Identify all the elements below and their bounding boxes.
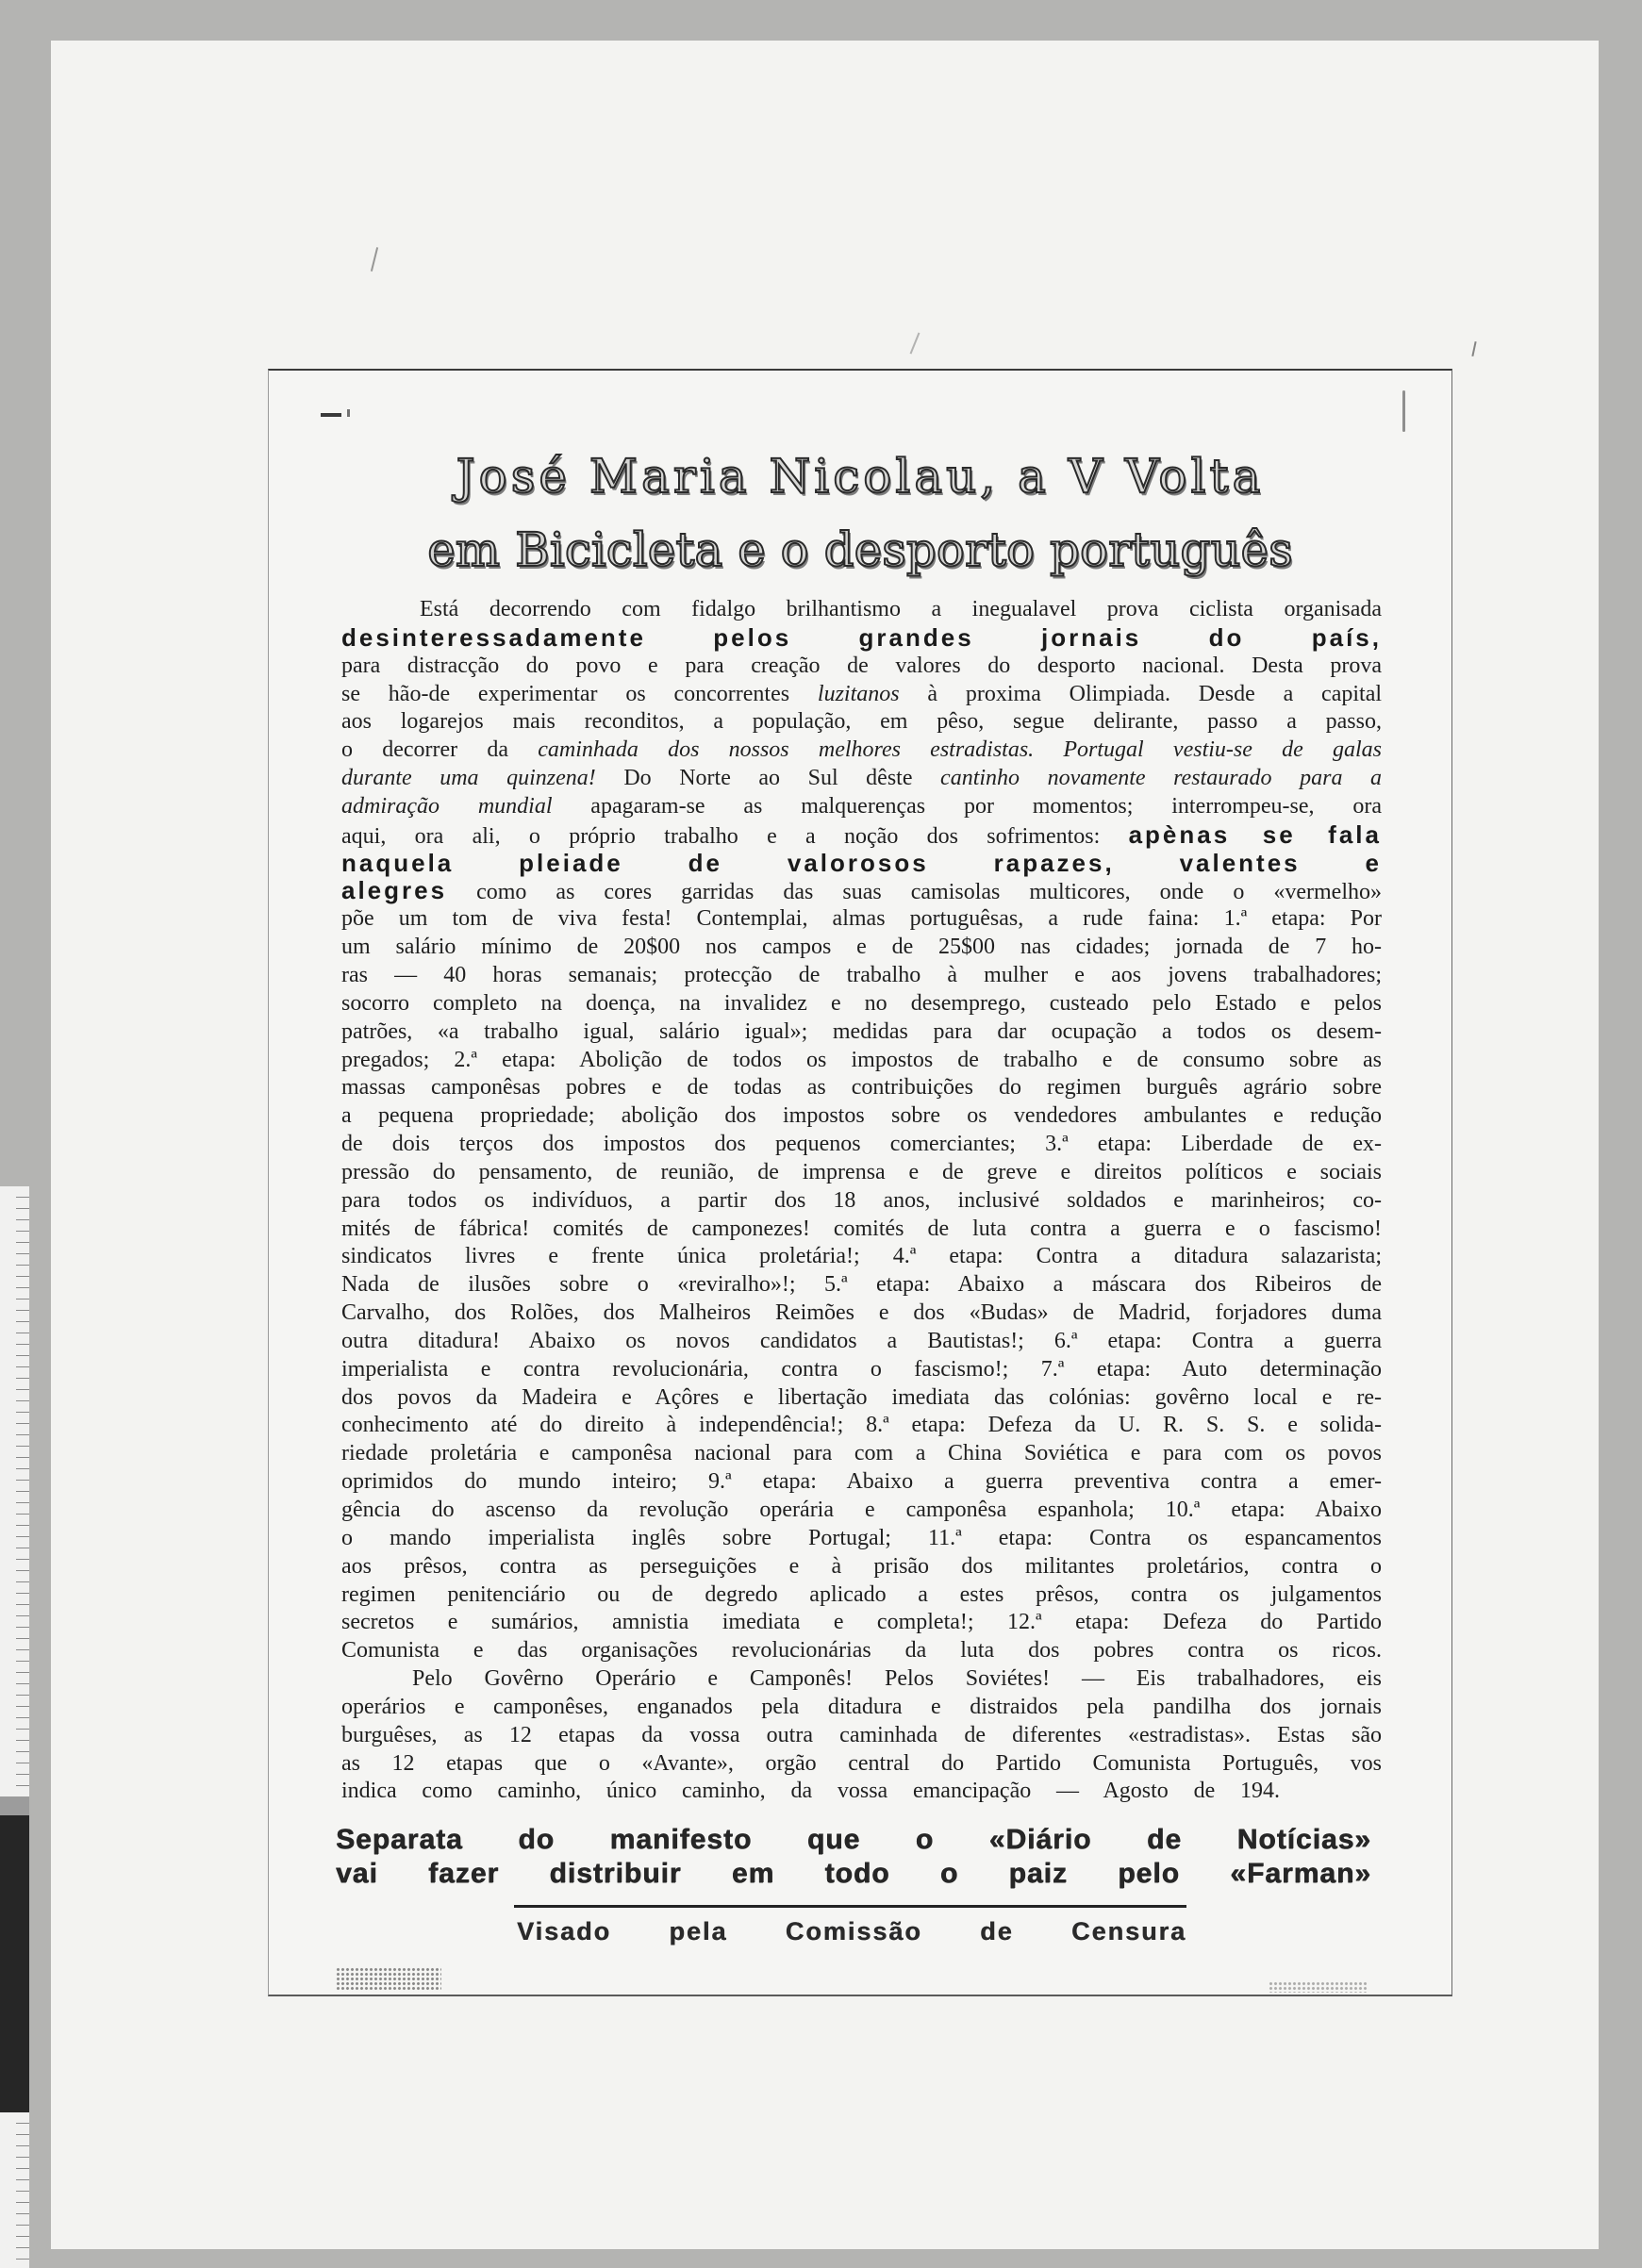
stamp-mark <box>336 1967 441 1992</box>
body-line <box>341 1609 1382 1637</box>
text-segment: riedade proletária e camponêsa nacional para com a China Soviética e para com os povos <box>341 1441 1382 1466</box>
italic-segment: admiração mundial <box>341 793 553 819</box>
body-line <box>341 1694 1382 1722</box>
stamp-mark <box>1269 1981 1368 1993</box>
body-line <box>341 1750 1382 1779</box>
body-line <box>341 708 1382 737</box>
italic-segment: cantinho novamente restaurado para a <box>940 766 1382 791</box>
body-line <box>341 793 1382 821</box>
ink-mark <box>347 409 350 417</box>
body-line <box>341 1300 1382 1328</box>
text-segment: apagaram-se as malquerenças por momentos; interrompeu-se, ora <box>552 793 1382 819</box>
censorship-rule <box>514 1905 1186 1908</box>
text-segment: para todos os indivíduos, a partir dos 18 anos, inclusivé soldados e marinheiros; co- <box>341 1187 1382 1213</box>
censorship-stamp: Visado pela Comissão de Censura <box>517 1917 1186 1945</box>
body-line <box>341 1384 1382 1413</box>
text-segment: ras — 40 horas semanais; protecção de trabalho à mulher e aos jovens trabalhadores; <box>341 962 1382 987</box>
text-segment: conhecimento até do direito à independência!; 8.ª etapa: Defeza da U. R. S. S. e solida- <box>341 1413 1382 1438</box>
body-line <box>341 1187 1382 1216</box>
text-segment: aos prêsos, contra as perseguições e à prisão dos militantes proletários, contra o <box>341 1553 1382 1579</box>
italic-segment: durante uma quinzena! <box>341 766 596 791</box>
text-segment: Nada de ilusões sobre o «reviralho»!; 5.ª etapa: Abaixo a máscara dos Ribeiros de <box>341 1272 1382 1298</box>
text-segment: Está decorrendo com fidalgo brilhantismo a inegualavel prova ciclista organisada <box>420 597 1382 621</box>
body-line <box>341 1778 1280 1806</box>
body-line <box>341 624 1382 653</box>
body-line <box>341 1356 1382 1384</box>
title-line-1: José Maria Nicolau, a V Volta <box>456 449 1265 504</box>
emphasis-segment: apènas se fala <box>1128 819 1382 849</box>
text-segment: oprimidos do mundo inteiro; 9.ª etapa: Abaixo a guerra preventiva contra a emer- <box>341 1469 1382 1495</box>
italic-segment: luzitanos <box>817 681 900 706</box>
text-segment: põe um tom de viva festa! Contemplai, almas portuguêsas, a rude faina: 1.ª etapa: Por <box>341 906 1382 932</box>
body-line <box>341 653 1382 681</box>
text-segment: para distracção do povo e para creação de valores do desporto nacional. Desta prova <box>341 653 1382 678</box>
text-segment: se hão-de experimentar os concorrentes <box>341 681 818 706</box>
text-segment: imperialista e contra revolucionária, contra o fascismo!; 7.ª etapa: Auto determinação <box>341 1356 1382 1382</box>
body-line <box>341 1637 1382 1665</box>
body-line <box>341 596 1382 624</box>
body-line <box>341 1271 1382 1300</box>
body-line <box>341 990 1382 1018</box>
text-segment: gência do ascenso da revolução operária e camponêsa espanhola; 10.ª etapa: Abaixo <box>341 1498 1382 1522</box>
body-line <box>341 1665 1382 1694</box>
text-segment: sindicatos livres e frente única proletária!; 4.ª etapa: Contra a ditadura salazarista; <box>341 1244 1382 1269</box>
body-line <box>341 1074 1382 1102</box>
body-line <box>341 1553 1382 1581</box>
text-segment: dos povos da Madeira e Açôres e libertação imediata das colónias: govêrno local e re- <box>341 1384 1382 1410</box>
text-segment: como as cores garridas das suas camisolas multicores, onde o «vermelho» <box>447 880 1382 905</box>
body-text <box>341 596 1382 1806</box>
text-segment: à proxima Olimpiada. Desde a capital <box>899 681 1383 706</box>
body-line <box>341 1328 1382 1356</box>
body-line <box>341 905 1382 934</box>
body-line <box>341 850 1382 878</box>
italic-segment: caminhada dos nossos melhores estradistas. Portugal vestiu-se de galas <box>538 737 1382 763</box>
text-segment: burguêses, as 12 etapas da vossa outra caminhada de diferentes «estradistas». Estas são <box>341 1722 1382 1747</box>
text-segment: o mando imperialista inglês sobre Portugal; 11.ª etapa: Contra os espancamentos <box>341 1525 1382 1550</box>
body-line <box>341 1243 1382 1271</box>
text-segment: outra ditadura! Abaixo os novos candidatos a Bautistas!; 6.ª etapa: Contra a guerra <box>341 1328 1382 1353</box>
text-segment: socorro completo na doença, na invalidez e no desemprego, custeado pelo Estado e pelos <box>341 990 1382 1016</box>
body-line <box>341 1440 1382 1468</box>
title-line-2: em Bicicleta e o desporto português <box>427 522 1293 577</box>
text-segment: patrões, «a trabalho igual, salário igual»; medidas para dar ocupação a todos os desem- <box>341 1018 1382 1044</box>
color-scale-dark-patch <box>0 1815 29 2112</box>
body-line <box>341 681 1382 709</box>
body-line <box>341 737 1382 765</box>
text-segment: regimen penitenciário ou de degredo aplicado a estes prêsos, contra os julgamentos <box>341 1581 1382 1607</box>
body-line <box>341 1102 1382 1131</box>
text-segment: a pequena propriedade; abolição dos impostos sobre os vendedores ambulantes e redução <box>341 1103 1382 1129</box>
body-line <box>341 821 1382 850</box>
color-scale-ruler-lower <box>0 2112 29 2268</box>
color-scale-ruler <box>0 1186 29 1796</box>
text-segment: Carvalho, dos Rolões, dos Malheiros Reimões e dos «Budas» de Madrid, forjadores duma <box>341 1300 1382 1326</box>
text-segment: as 12 etapas que o «Avante», orgão central do Partido Comunista Português, vos <box>341 1750 1382 1776</box>
body-line <box>341 1722 1382 1750</box>
body-line <box>341 962 1382 990</box>
text-segment: Do Norte ao Sul dêste <box>595 766 941 791</box>
color-scale-separator <box>0 1796 29 1815</box>
body-line <box>341 1047 1382 1075</box>
text-segment: Comunista e das organisações revolucionárias da luta dos pobres contra os ricos. <box>341 1638 1382 1664</box>
text-segment: o decorrer da <box>341 737 539 763</box>
body-line <box>341 1468 1382 1497</box>
body-line <box>341 1131 1382 1159</box>
text-segment: massas camponêsas pobres e de todas as contribuições do regimen burguês agrário sobre <box>341 1075 1382 1101</box>
text-segment: mités de fábrica! comités de camponezes! comités de luta contra a guerra e o fascismo! <box>341 1216 1382 1241</box>
body-line <box>341 1216 1382 1244</box>
text-segment: pressão do pensamento, de reunião, de imprensa e de greve e direitos políticos e sociais <box>341 1159 1382 1184</box>
text-segment: aqui, ora ali, o próprio trabalho e a noção dos sofrimentos: <box>341 823 1129 849</box>
separata-line-2: vai fazer distribuir em todo o paiz pelo «Farman» <box>336 1858 1371 1889</box>
body-line <box>341 1581 1382 1610</box>
separata-line-1: Separata do manifesto que o «Diário de Notícias» <box>336 1824 1371 1855</box>
text-segment: um salário mínimo de 20$00 nos campos e de 25$00 nas cidades; jornada de 7 ho- <box>341 935 1382 960</box>
ink-mark <box>321 413 341 417</box>
body-line <box>341 1525 1382 1553</box>
body-line <box>341 1497 1382 1525</box>
ink-mark <box>1402 390 1405 432</box>
body-line <box>341 877 1382 905</box>
text-segment: secretos e sumários, amnistia imediata e completa!; 12.ª etapa: Defeza do Partido <box>341 1610 1382 1635</box>
body-line <box>341 1412 1382 1440</box>
emphasis-segment: desinteressadamente pelos grandes jornais do país, <box>341 622 1382 652</box>
body-line <box>341 1159 1382 1187</box>
text-segment: aos logarejos mais reconditos, a população, em pêso, segue delirante, passo a passo, <box>341 709 1382 735</box>
text-segment: de dois terços dos impostos dos pequenos comerciantes; 3.ª etapa: Liberdade de ex- <box>341 1132 1382 1157</box>
body-line <box>341 934 1382 962</box>
body-line <box>341 765 1382 793</box>
text-segment: pregados; 2.ª etapa: Abolição de todos os impostos de trabalho e de consumo sobre as <box>341 1047 1382 1072</box>
emphasis-segment: naquela pleiade de valorosos rapazes, valentes e <box>341 848 1382 877</box>
text-segment: indica como caminho, único caminho, da vossa emancipação — Agosto de 194. <box>341 1779 1280 1804</box>
text-segment: Pelo Govêrno Operário e Camponês! Pelos Soviétes! — Eis trabalhadores, eis <box>412 1666 1382 1692</box>
emphasis-segment: alegres <box>341 876 448 905</box>
body-line <box>341 1018 1382 1047</box>
text-segment: operários e camponêses, enganados pela ditadura e distraidos pela pandilha dos jornais <box>341 1694 1382 1719</box>
